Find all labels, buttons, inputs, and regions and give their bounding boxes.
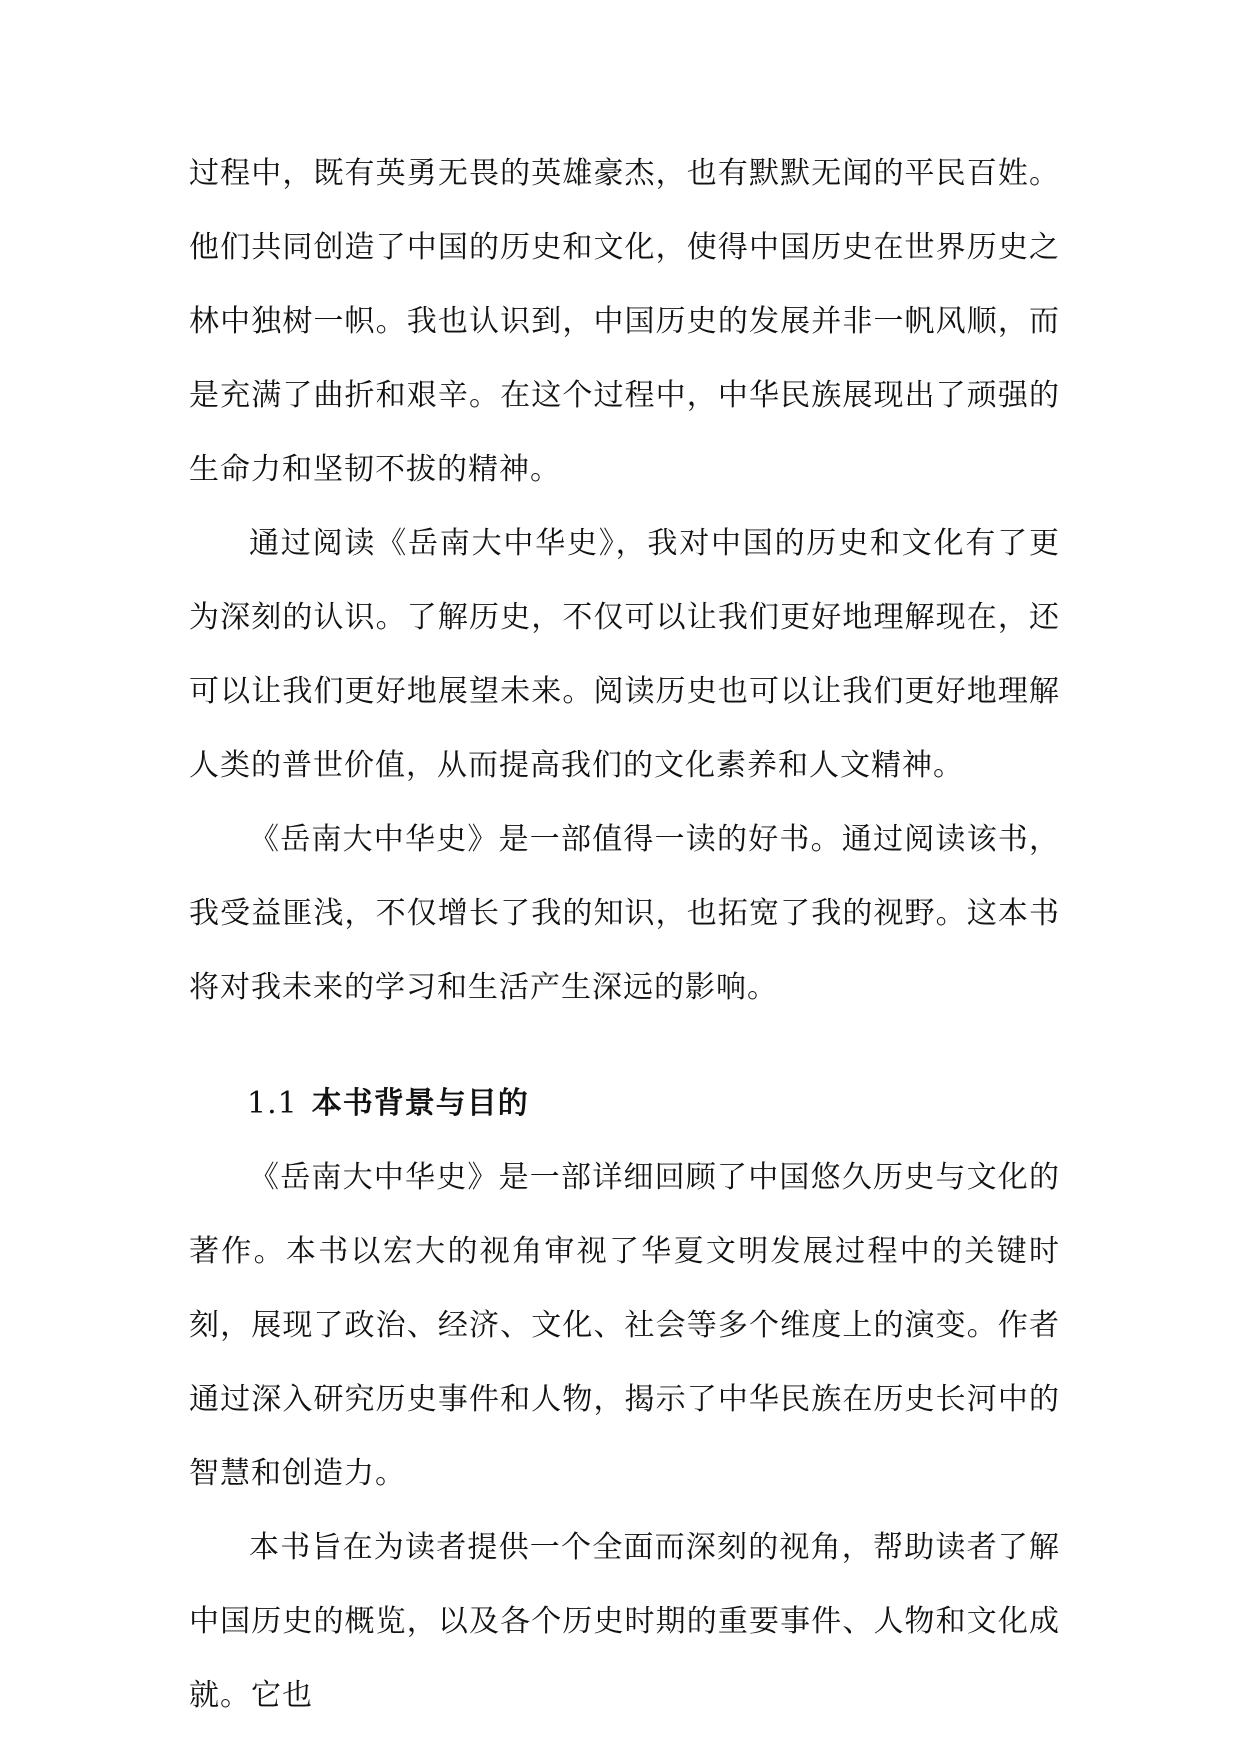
paragraph-4: 《岳南大中华史》是一部详细回顾了中国悠久历史与文化的著作。本书以宏大的视角审视了华夏文明发展过程中的关键时刻，展现了政治、经济、文化、社会等多个维度上的演变。作者通过深入研究历史事件和人物，揭示了中华民族在历史长河中的智慧和创造力。 [189, 1160, 1060, 1491]
section-title: 本书背景与目的 [311, 1086, 529, 1121]
document-body [189, 137, 1060, 1733]
paragraph-2: 通过阅读《岳南大中华史》，我对中国的历史和文化有了更为深刻的认识。了解历史，不仅可以让我们更好地理解现在，还可以让我们更好地展望未来。阅读历史也可以让我们更好地理解人类的普世价值，从而提高我们的文化素养和人文精神。 [189, 526, 1060, 783]
section-heading [189, 1067, 1060, 1141]
paragraph-3: 《岳南大中华史》是一部值得一读的好书。通过阅读该书，我受益匪浅，不仅增长了我的知识，也拓宽了我的视野。这本书将对我未来的学习和生活产生深远的影响。 [189, 822, 1060, 1005]
section-number: 1.1 [247, 1086, 298, 1121]
paragraph-1: 过程中，既有英勇无畏的英雄豪杰，也有默默无闻的平民百姓。他们共同创造了中国的历史和文化，使得中国历史在世界历史之林中独树一帜。我也认识到，中国历史的发展并非一帆风顺，而是充满了曲折和艰辛。在这个过程中，中华民族展现出了顽强的生命力和坚韧不拔的精神。 [189, 156, 1060, 487]
paragraph-5: 本书旨在为读者提供一个全面而深刻的视角，帮助读者了解中国历史的概览，以及各个历史时期的重要事件、人物和文化成就。它也 [189, 1530, 1060, 1713]
